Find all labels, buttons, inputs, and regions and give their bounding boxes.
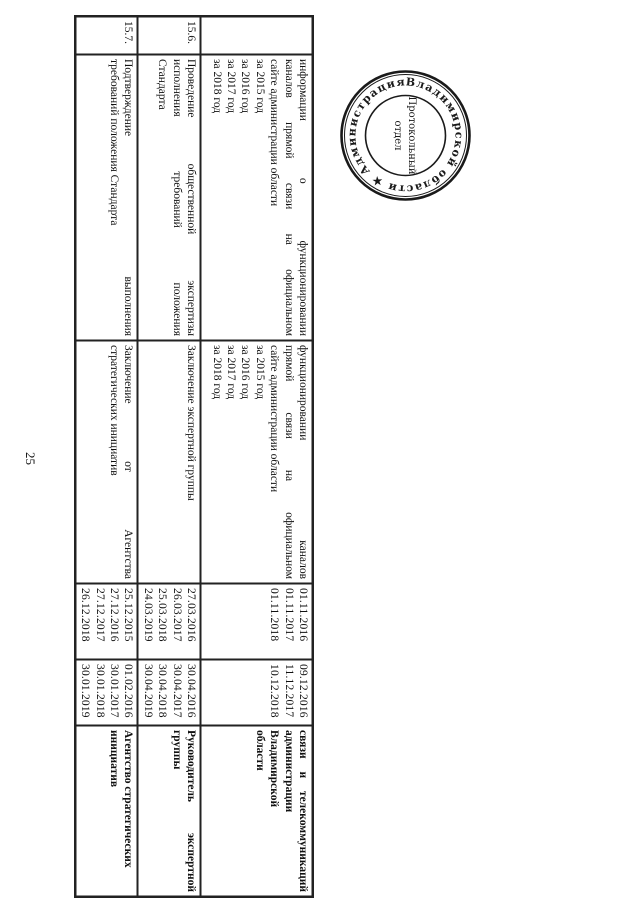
cell-line: 27.12.2016 bbox=[108, 588, 121, 642]
row-number: 15.7. bbox=[122, 21, 135, 44]
official-stamp bbox=[338, 68, 473, 203]
cell-line: за 2016 год bbox=[239, 59, 252, 114]
cell-line: 26.12.2018 bbox=[79, 588, 92, 642]
cell-line: области bbox=[253, 730, 266, 771]
start-date-cell bbox=[201, 584, 313, 660]
cell-line: 30.04.2016 bbox=[185, 664, 197, 718]
cell-line: за 2018 год bbox=[210, 59, 223, 114]
cell-line: 27.12.2017 bbox=[93, 588, 106, 642]
cell-line: 01.11.2018 bbox=[268, 588, 281, 642]
cell-line: 11.12.2017 bbox=[282, 664, 295, 718]
cell-line: за 2015 год bbox=[253, 59, 266, 114]
cell-line: 30.01.2017 bbox=[108, 664, 121, 718]
table-row bbox=[138, 17, 201, 897]
cell-line: 01.11.2016 bbox=[297, 588, 309, 642]
cell-line: сайте администрации области bbox=[268, 59, 281, 207]
cell-line: Агентство стратегических bbox=[122, 730, 135, 868]
cell-line: 30.04.2017 bbox=[170, 664, 183, 718]
cell-line: 30.01.2018 bbox=[93, 664, 106, 718]
cell-line: 01.02.2016 bbox=[122, 664, 135, 718]
cell-line: за 2017 год bbox=[225, 345, 238, 400]
cell-line: Проведение общественной экспертизы bbox=[185, 59, 197, 336]
cell-line: прямой связи на официальном bbox=[282, 345, 295, 579]
stamp-graphic bbox=[338, 68, 473, 203]
cell-line: 30.01.2019 bbox=[79, 664, 92, 718]
cell-line: Заключение экспертной группы bbox=[185, 345, 197, 501]
cell-line: 09.12.2016 bbox=[297, 664, 309, 718]
row-number: 15.6. bbox=[185, 21, 197, 44]
cell-line: функционировании каналов bbox=[297, 345, 309, 579]
stamp-ring-text: Владимирской области ★ Администрация bbox=[345, 75, 466, 196]
cell-line: Стандарта bbox=[156, 59, 169, 110]
result-document-cell bbox=[138, 341, 201, 584]
result-document-cell bbox=[76, 341, 139, 584]
responsible-cell bbox=[201, 726, 313, 897]
page-number: 25 bbox=[23, 452, 38, 465]
stamp-center-line: Протокольный bbox=[406, 96, 417, 175]
cell-line: за 2015 год bbox=[253, 345, 266, 400]
end-date-cell bbox=[201, 660, 313, 726]
table-row bbox=[201, 17, 313, 897]
document-content bbox=[78, 16, 313, 896]
event-name-cell bbox=[201, 55, 313, 341]
start-date-cell bbox=[138, 584, 201, 660]
cell-line: связи и телекоммуникаций bbox=[297, 730, 309, 892]
cell-line: 24.03.2019 bbox=[141, 588, 154, 642]
end-date-cell bbox=[138, 660, 201, 726]
event-name-cell bbox=[138, 55, 201, 341]
cell-line: 01.11.2017 bbox=[282, 588, 295, 642]
responsible-cell bbox=[138, 726, 201, 897]
cell-line: стратегических инициатив bbox=[108, 345, 121, 476]
cell-line: сайте администрации области bbox=[268, 345, 281, 493]
cell-line: каналов прямой связи на официальном bbox=[282, 59, 295, 336]
cell-line: 30.04.2019 bbox=[141, 664, 154, 718]
cell-line: за 2018 год bbox=[210, 345, 223, 400]
cell-line: требований положения Стандарта bbox=[108, 59, 121, 226]
cell-line: инициатив bbox=[108, 730, 121, 788]
cell-line: 30.04.2018 bbox=[156, 664, 169, 718]
cell-line: 26.03.2017 bbox=[170, 588, 183, 642]
cell-line: информации о функционировании bbox=[297, 59, 309, 336]
cell-line: 25.03.2018 bbox=[156, 588, 169, 642]
cell-line: администрации Владимирской bbox=[268, 730, 295, 813]
plan-table bbox=[75, 16, 313, 897]
row-number-cell bbox=[76, 17, 139, 55]
cell-line: за 2017 год bbox=[225, 59, 238, 114]
cell-line: Подтверждение выполнения bbox=[122, 59, 135, 336]
end-date-cell bbox=[76, 660, 139, 726]
stamp-center-line: отдел bbox=[392, 120, 403, 151]
cell-line: 25.12.2015 bbox=[122, 588, 135, 642]
event-name-cell bbox=[76, 55, 139, 341]
cell-line: 27.03.2016 bbox=[185, 588, 197, 642]
cell-line: 10.12.2018 bbox=[268, 664, 281, 718]
row-number-cell bbox=[201, 17, 313, 55]
cell-line: группы bbox=[170, 730, 183, 770]
responsible-cell bbox=[76, 726, 139, 897]
cell-line: Руководитель экспертной bbox=[185, 730, 197, 892]
cell-line: Заключение от Агентства bbox=[122, 345, 135, 579]
row-number-cell bbox=[138, 17, 201, 55]
table-row bbox=[76, 17, 139, 897]
cell-line: исполнения требований положения bbox=[170, 59, 183, 336]
result-document-cell bbox=[201, 341, 313, 584]
start-date-cell bbox=[76, 584, 139, 660]
cell-line: за 2016 год bbox=[239, 345, 252, 400]
